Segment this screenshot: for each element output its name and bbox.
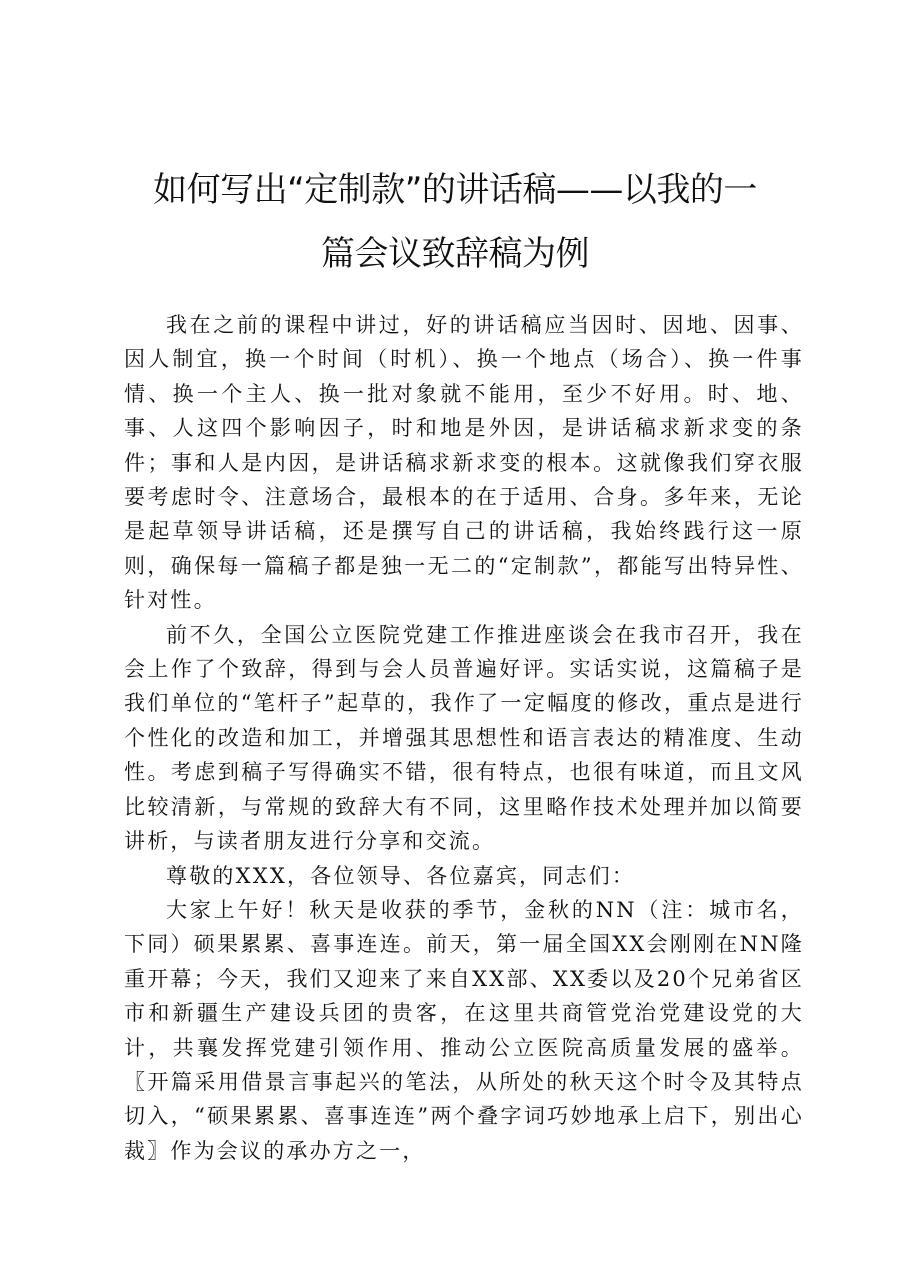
document-body: [124, 308, 804, 1168]
paragraph-salutation: 尊敬的XXX，各位领导、各位嘉宾，同志们：: [166, 863, 636, 888]
paragraph-intro: 我在之前的课程中讲过，好的讲话稿应当因时、因地、因事、因人制宜，换一个时间（时机）、换一个地点（场合）、换一件事情、换一个主人、换一批对象就不能用，至少不好用。时、地、事、人这四个影响因子，时和地是外因，是讲话稿求新求变的条件；事和人是内因，是讲话稿求新求变的根本。这就像我们穿衣服要考虑时令、注意场合，最根本的在于适用、合身。多年来，无论是起草领导讲话稿，还是撰写自己的讲话稿，我始终践行这一原则，确保每一篇稿子都是独一无二的“定制款”，都能写出特异性、针对性。: [124, 313, 804, 613]
document-title: [110, 158, 800, 286]
paragraph-background: 前不久，全国公立医院党建工作推进座谈会在我市召开，我在会上作了个致辞，得到与会人员普遍好评。实话实说，这篇稿子是我们单位的“笔杆子”起草的，我作了一定幅度的修改，重点是进行个性化的改造和加工，并增强其思想性和语言表达的精准度、生动性。考虑到稿子写得确实不错，很有特点，也很有味道，而且文风比较清新，与常规的致辞大有不同，这里略作技术处理并加以简要讲析，与读者朋友进行分享和交流。: [124, 622, 804, 854]
paragraph-speech-opening: 大家上午好！秋天是收获的季节，金秋的NN（注：城市名，下同）硕果累累、喜事连连。前天，第一届全国XX会刚刚在NN隆重开幕；今天，我们又迎来了来自XX部、XX委以及20个兄弟省区市和新疆生产建设兵团的贵客，在这里共商管党治党建设党的大计，共襄发挥党建引领作用、推动公立医院高质量发展的盛举。〖开篇采用借景言事起兴的笔法，从所处的秋天这个时令及其特点切入，“硕果累累、喜事连连”两个叠字词巧妙地承上启下，别出心裁〗作为会议的承办方之一，: [124, 897, 804, 1163]
title-line-2: 篇会议致辞稿为例: [321, 234, 589, 274]
title-line-1: 如何写出“定制款”的讲话稿——以我的一: [153, 170, 757, 210]
